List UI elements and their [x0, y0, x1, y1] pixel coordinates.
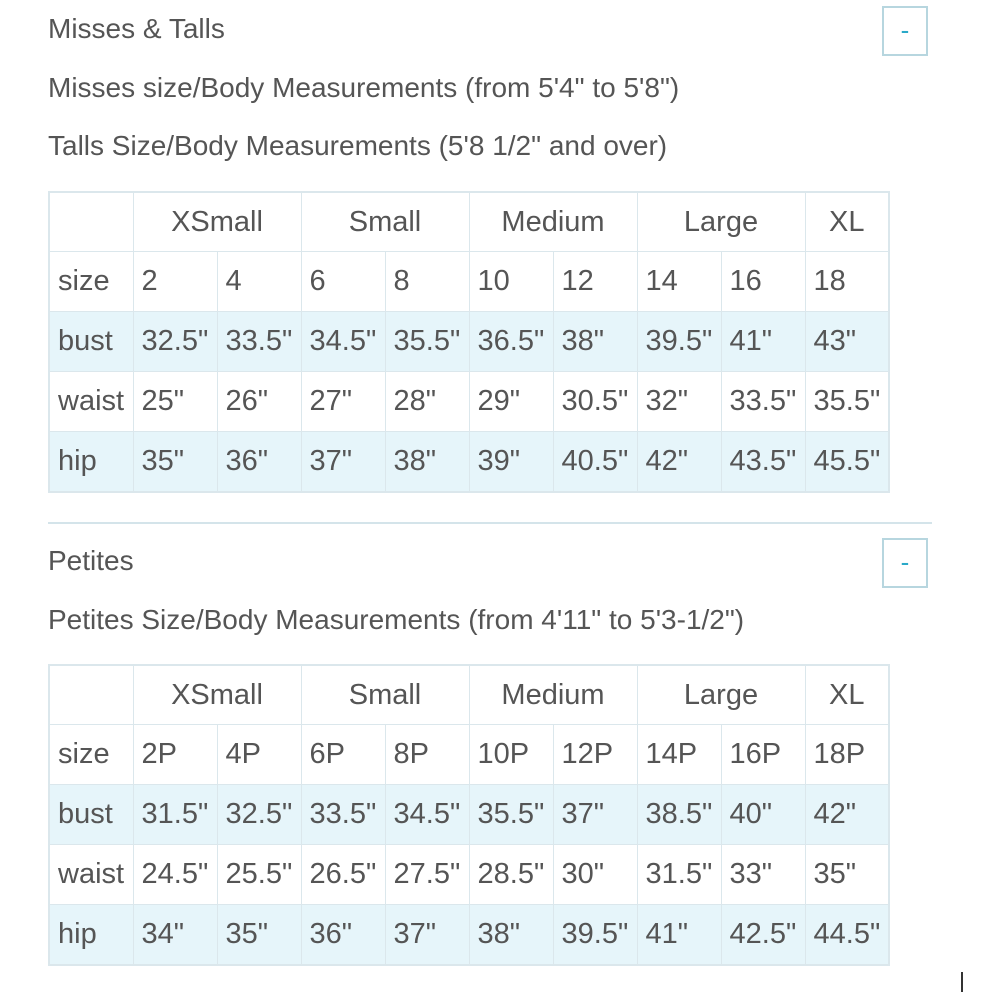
table-cell: 37"	[301, 432, 385, 493]
row-label: size	[49, 725, 133, 785]
table-cell: 24.5"	[133, 845, 217, 905]
row-label: waist	[49, 845, 133, 905]
table-cell: 26"	[217, 372, 301, 432]
size-group-header: Large	[637, 192, 805, 252]
size-group-header: XSmall	[133, 665, 301, 725]
table-cell: 45.5"	[805, 432, 889, 493]
table-cell: 25"	[133, 372, 217, 432]
table-cell: 4P	[217, 725, 301, 785]
table-cell: 38"	[553, 312, 637, 372]
table-cell: 39.5"	[637, 312, 721, 372]
text-cursor	[961, 972, 963, 992]
corner-cell	[49, 192, 133, 252]
table-cell: 40"	[721, 785, 805, 845]
table-cell: 35"	[805, 845, 889, 905]
table-cell: 25.5"	[217, 845, 301, 905]
table-cell: 31.5"	[637, 845, 721, 905]
size-group-header: Medium	[469, 192, 637, 252]
row-label: hip	[49, 432, 133, 493]
size-group-header: XL	[805, 665, 889, 725]
table-cell: 27.5"	[385, 845, 469, 905]
row-label: bust	[49, 785, 133, 845]
table-row-bust	[49, 312, 889, 372]
misses-talls-title: Misses & Talls	[48, 13, 225, 44]
table-cell: 43"	[805, 312, 889, 372]
table-cell: 8P	[385, 725, 469, 785]
table-cell: 8	[385, 252, 469, 312]
size-group-header: XSmall	[133, 192, 301, 252]
table-cell: 32"	[637, 372, 721, 432]
table-row-waist	[49, 845, 889, 905]
row-label: waist	[49, 372, 133, 432]
petites-collapse-button[interactable]: -	[882, 538, 928, 588]
table-cell: 35.5"	[385, 312, 469, 372]
table-cell: 27"	[301, 372, 385, 432]
table-cell: 12	[553, 252, 637, 312]
table-cell: 35"	[133, 432, 217, 493]
table-cell: 16	[721, 252, 805, 312]
table-cell: 33.5"	[217, 312, 301, 372]
table-cell: 26.5"	[301, 845, 385, 905]
petites-title: Petites	[48, 545, 134, 576]
size-group-row	[49, 665, 889, 725]
size-group-header: Medium	[469, 665, 637, 725]
table-cell: 34.5"	[301, 312, 385, 372]
table-cell: 33"	[721, 845, 805, 905]
table-cell: 38"	[385, 432, 469, 493]
table-cell: 6	[301, 252, 385, 312]
table-cell: 10	[469, 252, 553, 312]
table-cell: 18P	[805, 725, 889, 785]
table-cell: 43.5"	[721, 432, 805, 493]
table-cell: 32.5"	[217, 785, 301, 845]
table-cell: 2	[133, 252, 217, 312]
row-label: bust	[49, 312, 133, 372]
table-cell: 38.5"	[637, 785, 721, 845]
corner-cell	[49, 665, 133, 725]
table-row-size	[49, 252, 889, 312]
table-cell: 30.5"	[553, 372, 637, 432]
table-cell: 29"	[469, 372, 553, 432]
table-cell: 28"	[385, 372, 469, 432]
misses-description: Misses size/Body Measurements (from 5'4" to 5'8")	[48, 72, 680, 103]
table-cell: 39.5"	[553, 905, 637, 966]
petites-section	[48, 542, 932, 972]
table-cell: 42"	[805, 785, 889, 845]
petites-size-table	[48, 664, 890, 966]
table-cell: 6P	[301, 725, 385, 785]
table-cell: 4	[217, 252, 301, 312]
table-cell: 14P	[637, 725, 721, 785]
table-row-hip	[49, 905, 889, 966]
table-cell: 42.5"	[721, 905, 805, 966]
table-cell: 37"	[385, 905, 469, 966]
table-cell: 44.5"	[805, 905, 889, 966]
table-cell: 36"	[301, 905, 385, 966]
size-group-header: XL	[805, 192, 889, 252]
size-group-header: Small	[301, 665, 469, 725]
misses-talls-section	[48, 10, 932, 500]
table-cell: 18	[805, 252, 889, 312]
table-cell: 10P	[469, 725, 553, 785]
table-cell: 35.5"	[805, 372, 889, 432]
table-cell: 41"	[721, 312, 805, 372]
table-cell: 33.5"	[721, 372, 805, 432]
table-cell: 40.5"	[553, 432, 637, 493]
row-label: size	[49, 252, 133, 312]
table-cell: 36.5"	[469, 312, 553, 372]
table-cell: 34.5"	[385, 785, 469, 845]
table-cell: 32.5"	[133, 312, 217, 372]
petites-description: Petites Size/Body Measurements (from 4'11" to 5'3-1/2")	[48, 604, 745, 635]
table-cell: 14	[637, 252, 721, 312]
misses-size-table	[48, 191, 890, 493]
misses-collapse-button[interactable]: -	[882, 6, 928, 56]
row-label: hip	[49, 905, 133, 966]
table-cell: 35"	[217, 905, 301, 966]
table-cell: 2P	[133, 725, 217, 785]
section-divider	[48, 522, 932, 524]
table-cell: 33.5"	[301, 785, 385, 845]
table-row-bust	[49, 785, 889, 845]
table-row-size	[49, 725, 889, 785]
table-row-hip	[49, 432, 889, 493]
size-group-header: Large	[637, 665, 805, 725]
table-cell: 38"	[469, 905, 553, 966]
table-cell: 16P	[721, 725, 805, 785]
table-cell: 37"	[553, 785, 637, 845]
table-cell: 28.5"	[469, 845, 553, 905]
table-cell: 30"	[553, 845, 637, 905]
talls-description: Talls Size/Body Measurements (5'8 1/2" and over)	[48, 130, 668, 161]
size-group-header: Small	[301, 192, 469, 252]
table-cell: 34"	[133, 905, 217, 966]
table-cell: 41"	[637, 905, 721, 966]
table-cell: 39"	[469, 432, 553, 493]
size-group-row	[49, 192, 889, 252]
table-cell: 42"	[637, 432, 721, 493]
table-cell: 12P	[553, 725, 637, 785]
table-cell: 36"	[217, 432, 301, 493]
table-row-waist	[49, 372, 889, 432]
table-cell: 35.5"	[469, 785, 553, 845]
table-cell: 31.5"	[133, 785, 217, 845]
